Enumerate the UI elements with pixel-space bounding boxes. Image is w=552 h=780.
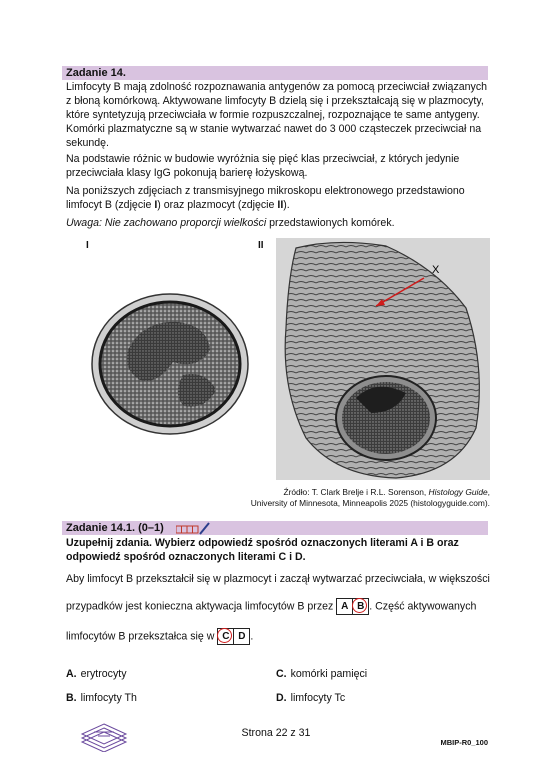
micrograph-plasma-cell	[276, 238, 490, 480]
option-d: D. limfocyty Tc	[276, 692, 346, 704]
task14-paragraph-2: Na podstawie różnic w budowie wyróżnia się pięć klas przeciwciał, z których jedynie przeciwciała klasy IgG pokonują barierę łożyskową.	[66, 153, 460, 179]
answer-box-ab	[336, 598, 369, 615]
answer-option-c[interactable]: C	[218, 629, 233, 644]
sentence-line-3: limfocytów B przekształca się w C D .	[66, 628, 253, 645]
image-source: Źródło: T. Clark Brelje i R.L. Sorenson, Histology Guide, University of Minnesota, Minneapolis 2025 (histologyguide.com).	[250, 487, 490, 508]
exam-code: MBIP-R0_100	[440, 738, 488, 747]
task14-1-instruction: Uzupełnij zdania. Wybierz odpowiedź spośród oznaczonych literami A i B oraz odpowiedź spośród oznaczonych literami C i D.	[66, 537, 459, 563]
photo-2-marker-x: X	[432, 264, 440, 276]
answer-option-a[interactable]: A	[341, 600, 349, 612]
photo-2-label: II	[258, 240, 264, 251]
sentence-line-1: Aby limfocyt B przekształcił się w plazmocyt i zaczął wytwarzać przeciwciała, w większości	[66, 573, 490, 585]
micrograph-b-lymphocyte	[88, 290, 252, 438]
sentence-line-2: przypadków jest konieczna aktywacja limfocytów B przez A B . Część aktywowanych	[66, 598, 476, 615]
task14-note: Uwaga: Nie zachowano proporcji wielkości przedstawionych komórek.	[66, 217, 395, 229]
answer-option-b[interactable]: B	[352, 599, 368, 614]
answer-box-cd	[217, 628, 250, 645]
score-pencil-icon	[176, 522, 212, 536]
task14-1-title: Zadanie 14.1. (0–1)	[66, 522, 164, 534]
page-number: Strona 22 z 31	[241, 727, 311, 739]
photo-1-label: I	[86, 240, 89, 251]
task14-paragraph-1: Limfocyty B mają zdolność rozpoznawania antygenów za pomocą przeciwciał związanych z błoną komórkową. Aktywowane limfocyty B dzielą się i przekształcają się w plazmocyty, które syntetyzują przeciwciała w formie rozpuszczalnej, rozpoznające te same antygeny. Komórki plazmatyczne są w stanie wytwarzać nawet do 3 000 cząsteczek przeciwciał na sekundę.	[66, 81, 488, 149]
answer-option-d[interactable]: D	[233, 629, 249, 644]
task14-paragraph-3: Na poniższych zdjęciach z transmisyjnego mikroskopu elektronowego przedstawiono limfocyt B (zdjęcie I) oraz plazmocyt (zdjęcie II).	[66, 185, 465, 211]
option-c: C. komórki pamięci	[276, 668, 368, 680]
task14-title: Zadanie 14.	[66, 67, 126, 79]
option-b: B. limfocyty Th	[66, 692, 137, 704]
option-a: A. erytrocyty	[66, 668, 127, 680]
